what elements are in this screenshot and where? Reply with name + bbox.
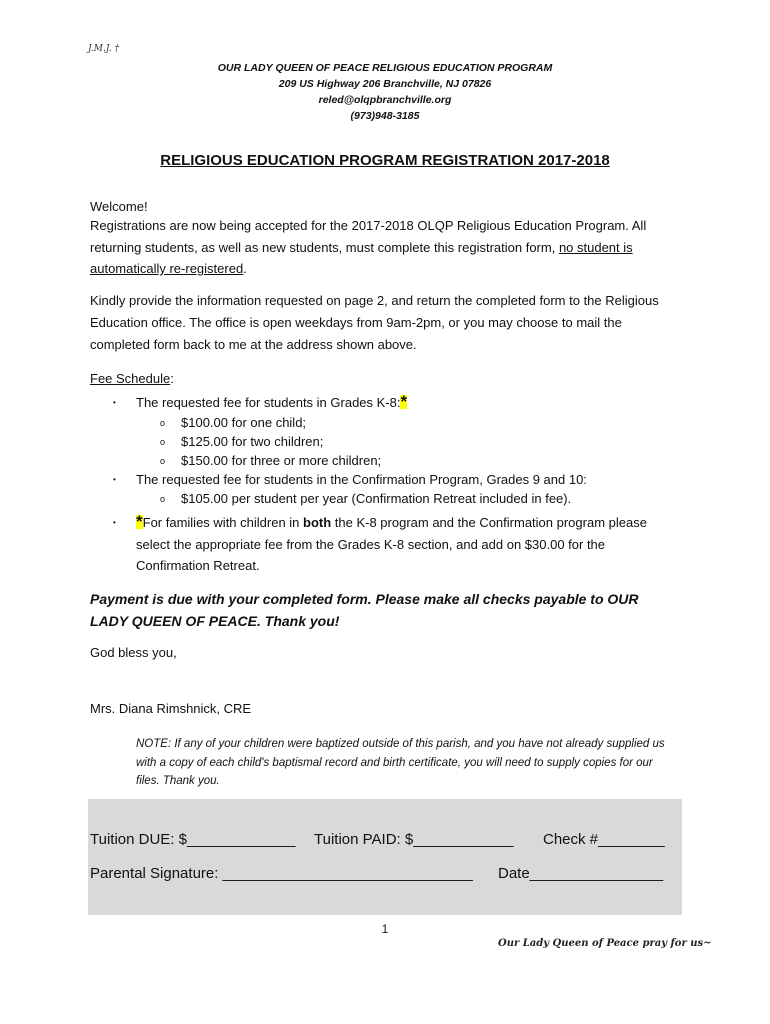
- sub-bullet-icon: o: [160, 437, 166, 447]
- sub-bullet-icon: o: [160, 456, 166, 466]
- tuition-paid-field: Tuition PAID: $____________: [314, 831, 514, 848]
- asterisk-highlight: *: [400, 392, 408, 411]
- both-bold-text: both: [303, 515, 332, 530]
- bullet-icon: •: [113, 518, 116, 527]
- both-pre-text: For families with children in: [142, 515, 304, 530]
- parental-signature-field: Parental Signature: ______________________________: [90, 865, 473, 882]
- confirmation-fee-label: The requested fee for students in the Confirmation Program, Grades 9 and 10:: [136, 472, 587, 487]
- intro-paragraph: [90, 215, 682, 280]
- fee-schedule-colon: :: [170, 371, 174, 386]
- confirmation-fee-item: $105.00 per student per year (Confirmation Retreat included in fee).: [181, 491, 572, 506]
- closing-text: God bless you,: [90, 645, 177, 660]
- both-programs-note: [136, 512, 672, 577]
- asterisk-highlight: *: [136, 512, 143, 531]
- instructions-paragraph: Kindly provide the information requested on page 2, and return the completed form to the Religious Education office. The office is open weekdays from 9am-2pm, or you may choose to mail the completed form back to me at the address shown above.: [90, 293, 659, 352]
- baptism-note: NOTE: If any of your children were baptized outside of this parish, and you have not already supplied us with a copy of each child's baptismal record and birth certificate, you will need to supply copies for our files. Thank you.: [136, 738, 665, 787]
- k8-fee-item: $150.00 for three or more children;: [181, 453, 382, 468]
- k8-fee-item: $125.00 for two children;: [181, 434, 324, 449]
- k8-fee-item: $100.00 for one child;: [181, 415, 307, 430]
- page-title: RELIGIOUS EDUCATION PROGRAM REGISTRATION 2017-2018: [160, 152, 610, 169]
- sub-bullet-icon: o: [160, 418, 166, 428]
- signature-name: Mrs. Diana Rimshnick, CRE: [90, 701, 252, 716]
- header-phone: (973)948-3185: [350, 110, 420, 122]
- footer-prayer: Our Lady Queen of Peace pray for us~: [498, 938, 712, 949]
- intro-underlined: no student is automatically re-registered: [90, 239, 633, 276]
- date-field: Date________________: [498, 865, 664, 882]
- header-address: 209 US Highway 206 Branchville, NJ 07826: [278, 78, 492, 90]
- page-number: 1: [381, 922, 389, 936]
- fee-schedule-title: Fee Schedule: [90, 371, 171, 386]
- corner-mark: J.M.J. †: [88, 44, 119, 54]
- header-email: reled@olqpbranchville.org: [318, 94, 452, 106]
- bullet-icon: •: [113, 475, 116, 484]
- both-post-text: the K-8 program and the Confirmation program please select the appropriate fee from the Grades K-8 section, and add on $30.00 for the Confirmation Retreat.: [136, 515, 647, 573]
- tuition-due-field: Tuition DUE: $_____________: [90, 831, 296, 848]
- sub-bullet-icon: o: [160, 494, 166, 504]
- intro-end: .: [243, 261, 247, 276]
- bullet-icon: •: [113, 398, 116, 407]
- k8-fee-label: [136, 392, 676, 413]
- header-org: OUR LADY QUEEN OF PEACE RELIGIOUS EDUCATION PROGRAM: [217, 62, 553, 74]
- fee-schedule-heading: [90, 368, 690, 389]
- check-number-field: Check #________: [543, 831, 665, 848]
- intro-text: Registrations are now being accepted for the 2017-2018 OLQP Religious Education Program. All returning students, as well as new students, must complete this registration form,: [90, 218, 647, 255]
- welcome-text: Welcome!: [90, 199, 148, 214]
- office-use-box: [88, 799, 682, 915]
- payment-note: Payment is due with your completed form. Please make all checks payable to OUR LADY QUEEN OF PEACE. Thank you!: [90, 591, 639, 629]
- k8-label-text: The requested fee for students in Grades K-8:: [136, 395, 401, 410]
